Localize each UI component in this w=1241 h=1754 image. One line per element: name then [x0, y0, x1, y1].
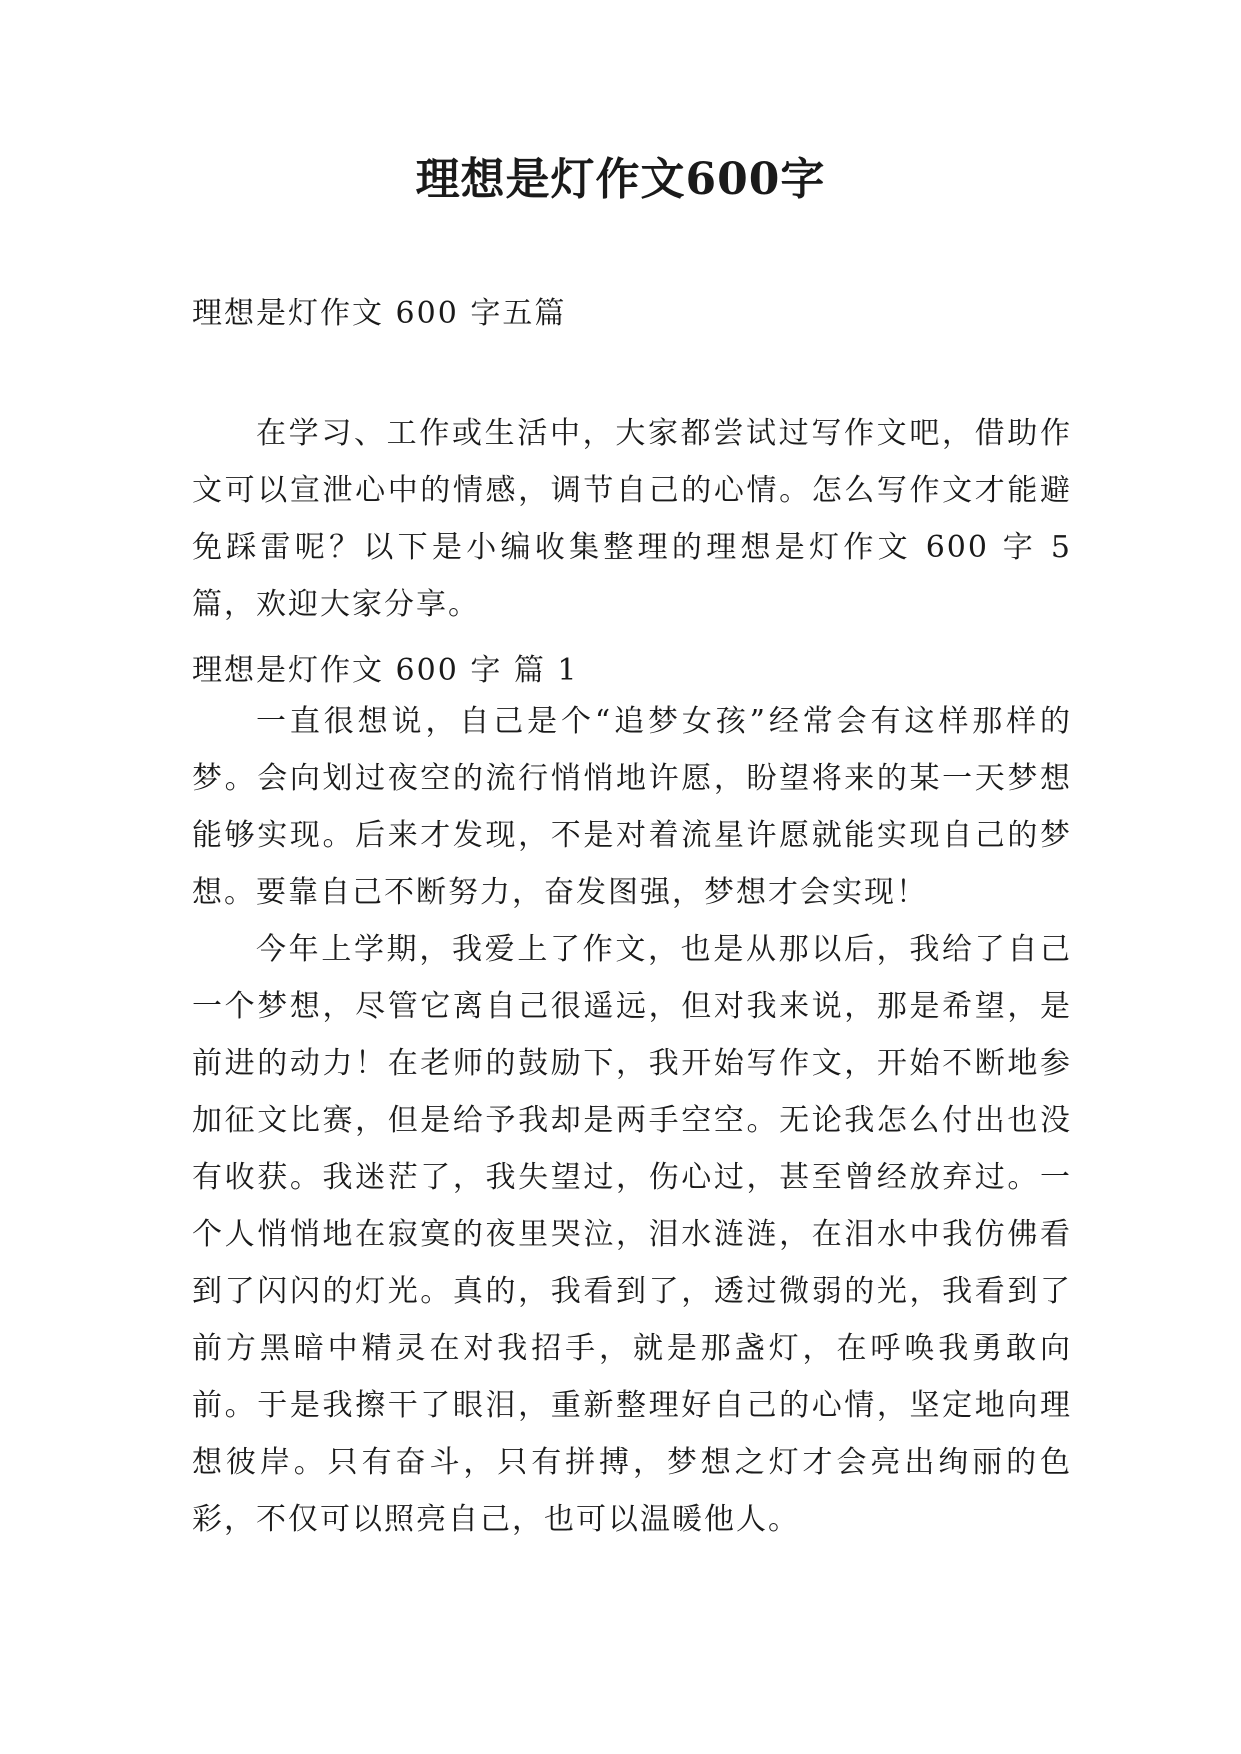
- document-subtitle: 理想是灯作文 600 字五篇: [192, 296, 567, 331]
- essay-paragraph-1: 一直很想说，自己是个“追梦女孩”经常会有这样那样的梦。会向划过夜空的流行悄悄地许愿，盼望将来的某一天梦想能够实现。后来才发现，不是对着流星许愿就能实现自己的梦想。要靠自己不断努力，奋发图强，梦想才会实现！: [192, 704, 1072, 910]
- essay-paragraph-2: 今年上学期，我爱上了作文，也是从那以后，我给了自己一个梦想，尽管它离自己很遥远，但对我来说，那是希望，是前进的动力！在老师的鼓励下，我开始写作文，开始不断地参加征文比赛，但是给予我却是两手空空。无论我怎么付出也没有收获。我迷茫了，我失望过，伤心过，甚至曾经放弃过。一个人悄悄地在寂寞的夜里哭泣，泪水涟涟，在泪水中我仿佛看到了闪闪的灯光。真的，我看到了，透过微弱的光，我看到了前方黑暗中精灵在对我招手，就是那盏灯，在呼唤我勇敢向前。于是我擦干了眼泪，重新整理好自己的心情，坚定地向理想彼岸。只有奋斗，只有拼搏，梦想之灯才会亮出绚丽的色彩，不仅可以照亮自己，也可以温暖他人。: [192, 932, 1072, 1537]
- document-title: 理想是灯作文600字: [415, 154, 826, 205]
- section-heading: 理想是灯作文 600 字 篇 1: [192, 653, 579, 688]
- intro-block: [192, 405, 1072, 633]
- intro-paragraph: 在学习、工作或生活中，大家都尝试过写作文吧，借助作文可以宣泄心中的情感，调节自己的心情。怎么写作文才能避免踩雷呢？以下是小编收集整理的理想是灯作文 600 字 5 篇，欢迎大家分享。: [192, 416, 1072, 622]
- essay-body: [192, 693, 1072, 1548]
